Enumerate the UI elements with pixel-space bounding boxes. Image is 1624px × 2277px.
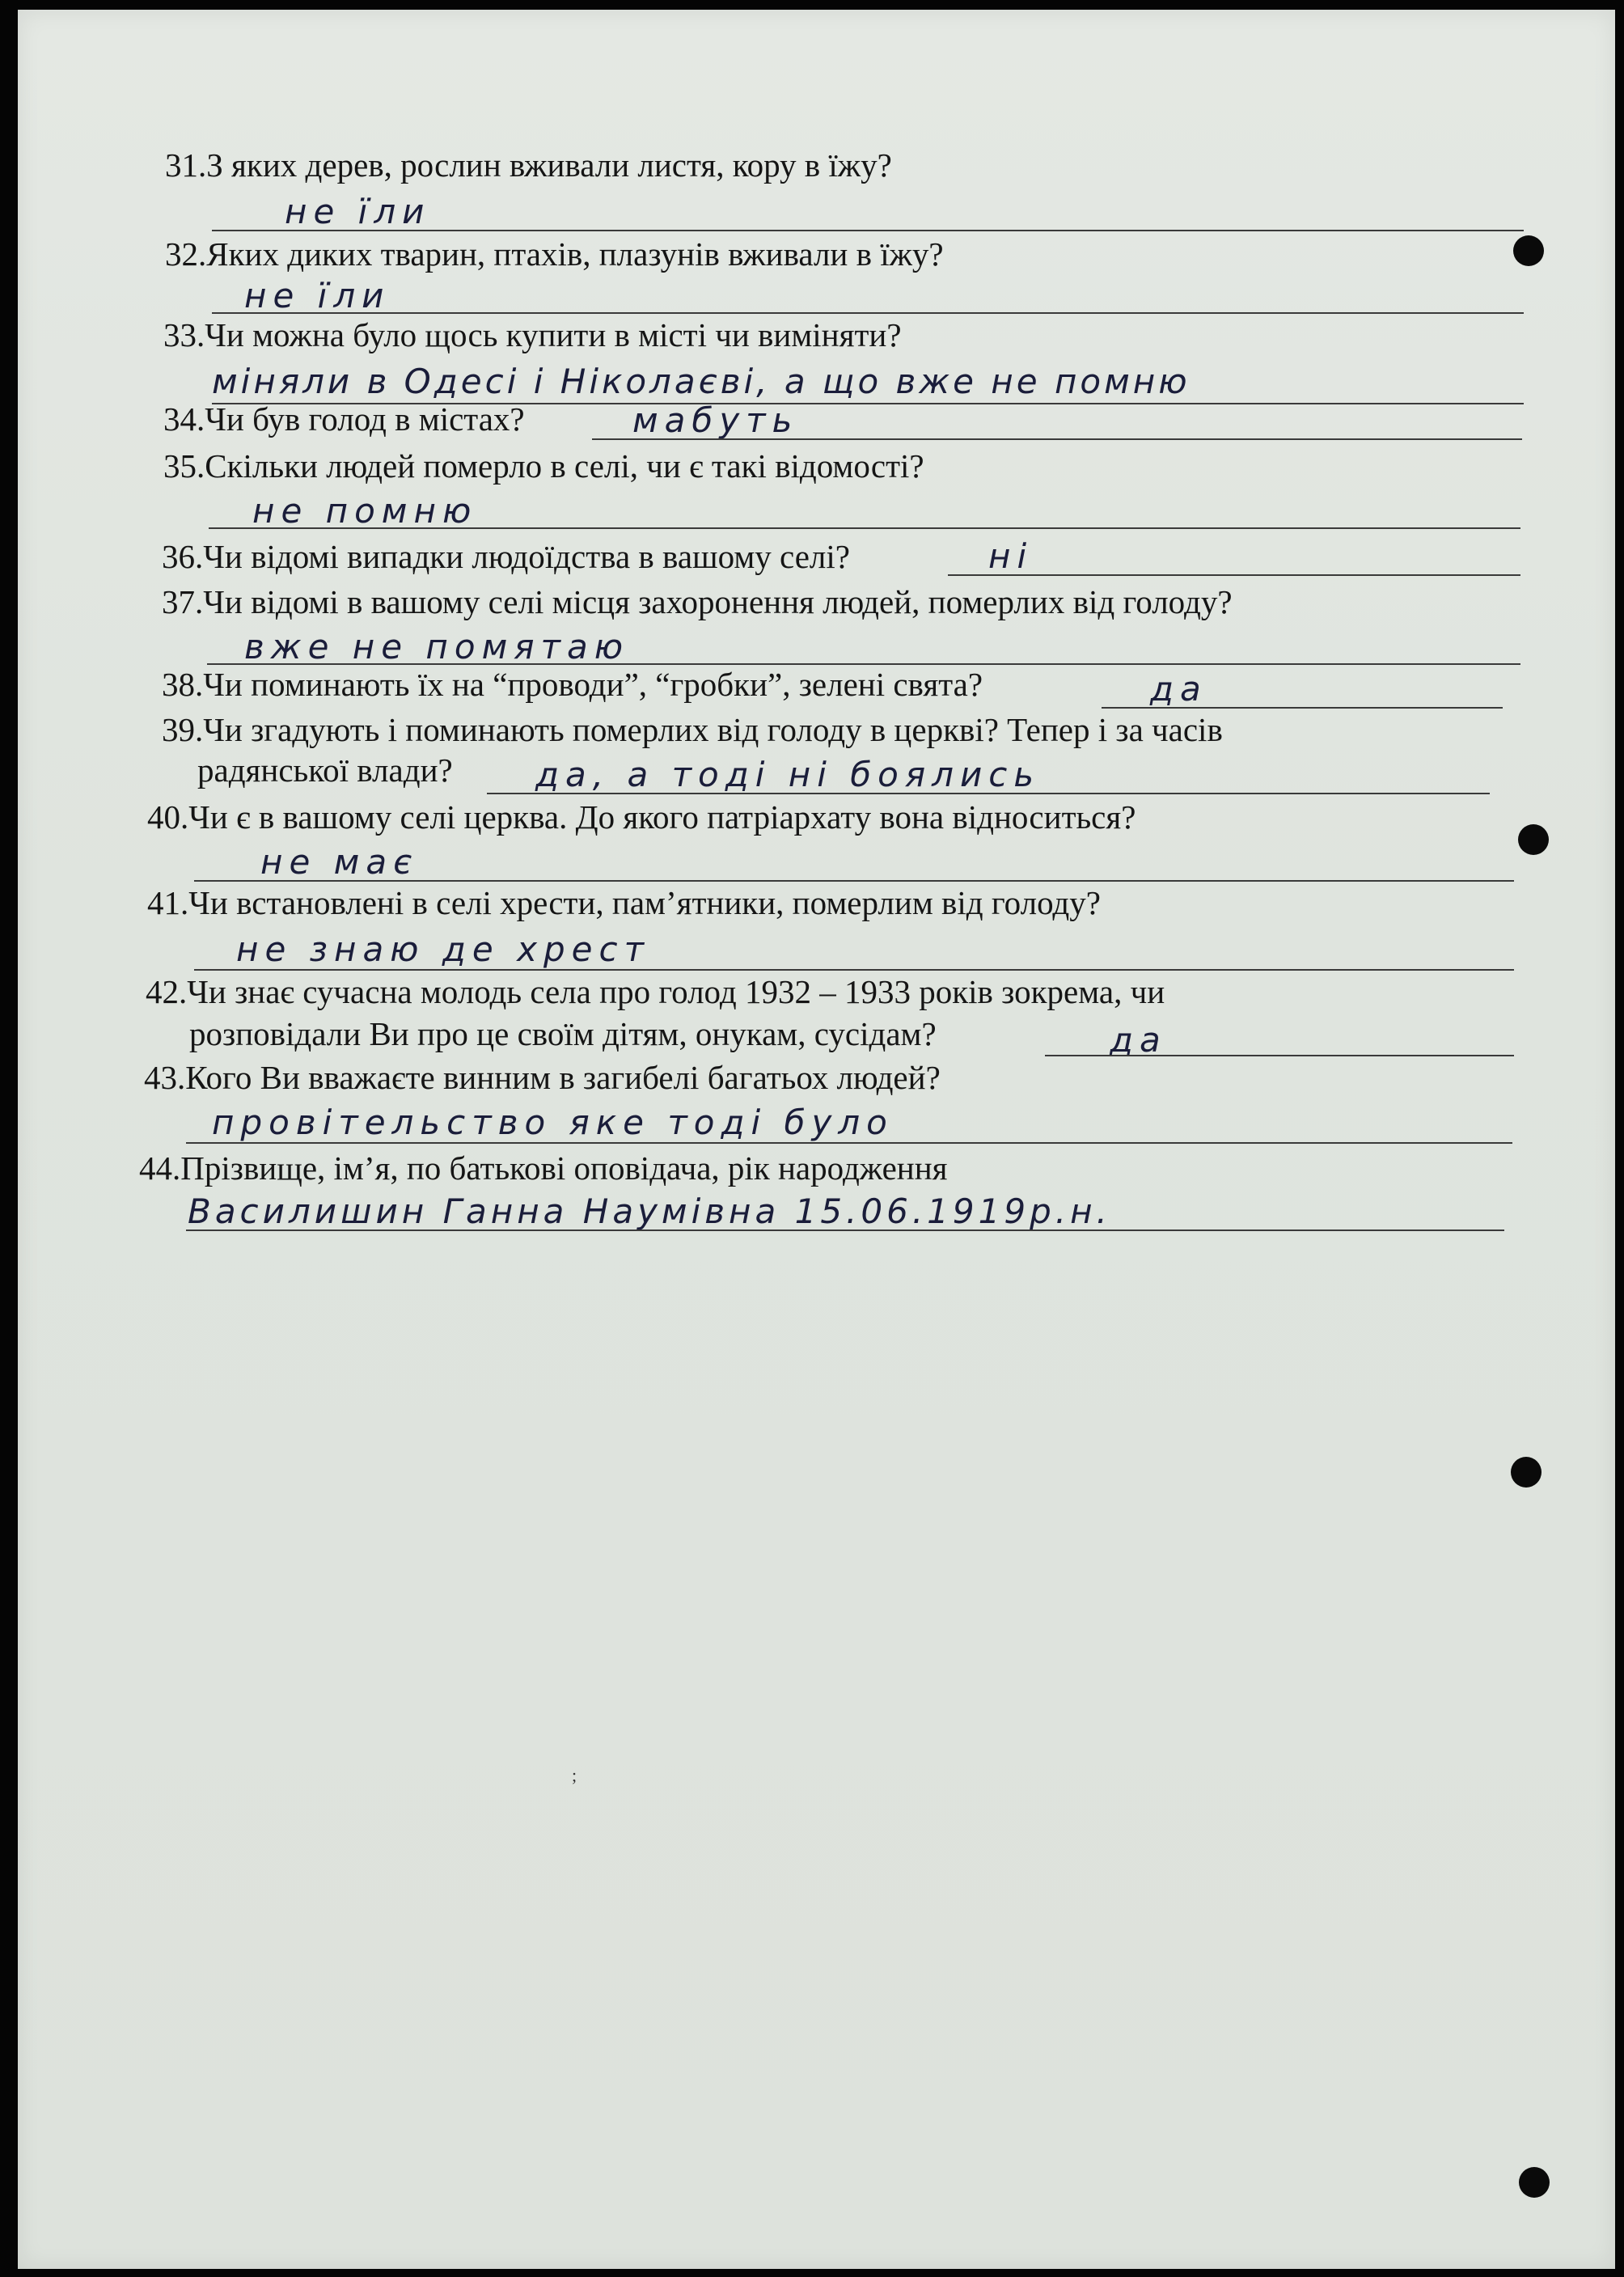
- answer-line: [186, 1142, 1512, 1144]
- question-38: [162, 665, 983, 704]
- question-text: Чи відомі випадки людоїдства в вашому селі?: [203, 538, 850, 575]
- handwritten-answer: не помню: [252, 491, 478, 531]
- question-number: 31.: [165, 146, 207, 184]
- handwritten-answer: да: [1110, 1020, 1167, 1060]
- question-number: 42.: [146, 973, 188, 1010]
- question-39-continuation: радянської влади?: [197, 751, 453, 789]
- handwritten-answer: да: [1150, 669, 1207, 709]
- question-40: [147, 798, 1136, 836]
- question-number: 33.: [163, 316, 205, 353]
- question-text: Чи є в вашому селі церква. До якого патріархату вона відноситься?: [188, 798, 1136, 836]
- handwritten-answer: не їли: [244, 276, 391, 315]
- answer-line: [186, 1229, 1504, 1231]
- question-text: Чи відомі в вашому селі місця захоронення людей, померлих від голоду?: [203, 583, 1233, 620]
- question-number: 34.: [163, 400, 205, 438]
- question-35: [163, 447, 924, 485]
- question-text: Прізвище, ім’я, по батькові оповідача, рік народження: [180, 1149, 948, 1187]
- handwritten-answer: не їли: [285, 192, 431, 231]
- question-42: [146, 972, 1165, 1011]
- question-number: 40.: [147, 798, 189, 836]
- punch-hole: [1513, 235, 1544, 266]
- question-39: [162, 710, 1223, 749]
- question-number: 32.: [165, 235, 207, 273]
- handwritten-answer: ні: [988, 536, 1034, 576]
- question-text: З яких дерев, рослин вживали листя, кору в їжу?: [206, 146, 892, 184]
- stray-mark: ;: [572, 1765, 577, 1785]
- question-32: [165, 235, 944, 273]
- answer-line: [592, 438, 1522, 440]
- question-number: 37.: [162, 583, 204, 620]
- answer-line: [487, 793, 1490, 794]
- question-number: 39.: [162, 711, 204, 748]
- question-number: 43.: [144, 1059, 186, 1096]
- answer-line: [209, 527, 1520, 529]
- question-34: [163, 400, 525, 438]
- handwritten-answer: мабуть: [632, 400, 799, 440]
- question-number: 36.: [162, 538, 204, 575]
- handwritten-answer: провітельство яке тоді було: [212, 1103, 894, 1142]
- question-31: [165, 146, 892, 184]
- answer-line: [1102, 707, 1503, 709]
- question-37: [162, 582, 1233, 621]
- answer-line: [212, 230, 1524, 231]
- question-text: Чи поминають їх на “проводи”, “гробки”, зелені свята?: [203, 666, 983, 703]
- handwritten-answer: не має: [260, 842, 419, 882]
- question-43: [144, 1058, 941, 1097]
- question-text: Чи знає сучасна молодь села про голод 1932 – 1933 років зокрема, чи: [187, 973, 1165, 1010]
- handwritten-answer: да, а тоді ні боялись: [535, 755, 1041, 794]
- handwritten-answer: міняли в Одесі і Ніколаєві, а що вже не помню: [212, 362, 1191, 401]
- answer-line: [212, 312, 1524, 314]
- handwritten-answer: не знаю де хрест: [236, 929, 651, 969]
- question-text: Чи згадують і поминають померлих від голоду в церкві? Тепер і за часів: [203, 711, 1223, 748]
- question-text: Чи встановлені в селі хрести, пам’ятники, померлим від голоду?: [188, 884, 1101, 921]
- question-text: Кого Ви вважаєте винним в загибелі багатьох людей?: [185, 1059, 941, 1096]
- handwritten-answer: Василишин Ганна Наумівна 15.06.1919р.н.: [188, 1191, 1111, 1231]
- question-number: 41.: [147, 884, 189, 921]
- question-33: [163, 315, 902, 354]
- question-36: [162, 537, 850, 576]
- answer-line: [948, 574, 1520, 576]
- punch-hole: [1519, 2167, 1550, 2198]
- question-44: [139, 1149, 948, 1187]
- question-text: Чи можна було щось купити в місті чи виміняти?: [205, 316, 902, 353]
- answer-line: [1045, 1055, 1514, 1056]
- punch-hole: [1518, 824, 1549, 855]
- question-number: 38.: [162, 666, 204, 703]
- question-text: Яких диких тварин, птахів, плазунів вживали в їжу?: [206, 235, 944, 273]
- handwritten-answer: вже не помятаю: [244, 627, 630, 667]
- question-number: 35.: [163, 447, 205, 485]
- question-41: [147, 883, 1101, 922]
- answer-line: [194, 880, 1514, 882]
- question-text: Скільки людей померло в селі, чи є такі відомості?: [205, 447, 924, 485]
- punch-hole: [1511, 1457, 1542, 1488]
- question-text: Чи був голод в містах?: [205, 400, 525, 438]
- answer-line: [194, 969, 1514, 971]
- questionnaire-page: [18, 10, 1615, 2269]
- question-number: 44.: [139, 1149, 181, 1187]
- question-42-continuation: розповідали Ви про це своїм дітям, онукам, сусідам?: [189, 1015, 937, 1052]
